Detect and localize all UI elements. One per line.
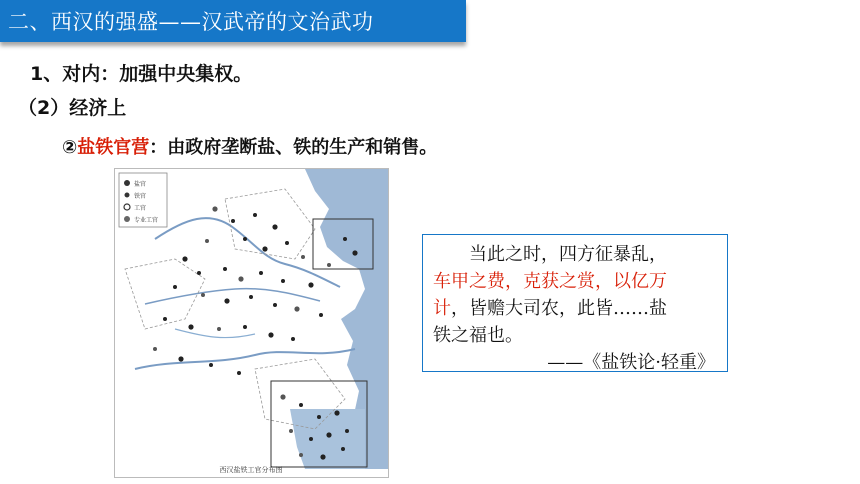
map-site-marker xyxy=(262,246,267,251)
map-site-marker xyxy=(188,324,193,329)
point-number: ② xyxy=(62,137,78,158)
heading-domestic: 1、对内：加强中央集权。 xyxy=(30,63,253,85)
map-site-marker xyxy=(272,224,277,229)
map-site-marker xyxy=(345,429,349,433)
quote-line-3 xyxy=(433,295,717,322)
map-site-marker xyxy=(205,239,209,243)
map-site-marker xyxy=(238,276,243,281)
map-site-marker xyxy=(289,429,293,433)
map-site-marker xyxy=(301,255,305,259)
map-image xyxy=(115,169,388,477)
map-site-marker xyxy=(334,410,339,415)
map-site-marker xyxy=(217,327,221,331)
map-site-marker xyxy=(201,293,205,297)
map-site-marker xyxy=(231,219,235,223)
map-site-marker xyxy=(182,256,187,261)
map-site-marker xyxy=(178,356,183,361)
map-site-marker xyxy=(280,394,285,399)
map-site-marker xyxy=(281,279,285,283)
map-site-marker xyxy=(320,454,325,459)
map-site-marker xyxy=(243,325,247,329)
quote-box xyxy=(422,234,728,372)
map-site-marker xyxy=(273,303,277,307)
map-legend-item: 铁官 xyxy=(134,193,147,200)
map-site-marker xyxy=(309,437,313,441)
point-salt-iron xyxy=(62,133,437,159)
quote-line-3-rest: ，皆赡大司农，此皆……盐 xyxy=(451,298,667,319)
map-site-marker xyxy=(317,415,321,419)
page-title: 二、西汉的强盛——汉武帝的文治武功 xyxy=(8,10,374,34)
quote-line-4: 铁之福也。 xyxy=(433,325,523,346)
point-keyword: 盐铁官营 xyxy=(77,137,150,158)
map-site-marker xyxy=(308,282,313,287)
quote-source: ——《盐铁论·轻重》 xyxy=(547,352,715,373)
map-site-marker xyxy=(223,267,227,271)
map-site-marker xyxy=(197,271,201,275)
map-site-marker xyxy=(341,447,345,451)
quote-line-1: 当此之时，四方征暴乱， xyxy=(469,244,667,265)
map-site-marker xyxy=(294,306,299,311)
point-description: ：由政府垄断盐、铁的生产和销售。 xyxy=(149,137,438,158)
salt-iron-distribution-map xyxy=(114,168,389,478)
map-site-marker xyxy=(224,298,229,303)
map-site-marker xyxy=(259,271,263,275)
map-site-marker xyxy=(326,432,331,437)
map-site-marker xyxy=(253,213,257,217)
map-site-marker xyxy=(173,285,177,289)
map-legend-item: 工官 xyxy=(134,205,147,212)
quote-line-3-red: 计 xyxy=(433,298,451,319)
title-bar xyxy=(0,0,466,42)
map-site-marker xyxy=(285,241,289,245)
map-caption: 西汉盐铁工官分布图 xyxy=(219,466,283,474)
map-site-marker xyxy=(209,363,213,367)
map-site-marker xyxy=(268,332,273,337)
map-legend-item: 专业工官 xyxy=(134,217,159,224)
map-site-marker xyxy=(153,347,157,351)
map-site-marker xyxy=(319,313,323,317)
map-site-marker xyxy=(299,453,303,457)
map-site-marker xyxy=(327,263,331,267)
map-site-marker xyxy=(343,237,347,241)
map-site-marker xyxy=(237,371,241,375)
map-site-marker xyxy=(249,295,253,299)
heading-economy: （2）经济上 xyxy=(18,97,127,119)
map-site-marker xyxy=(212,206,217,211)
map-site-marker xyxy=(299,403,303,407)
map-site-marker xyxy=(352,250,357,255)
quote-line-2: 车甲之费，克获之赏，以亿万 xyxy=(433,271,667,292)
map-legend-item: 盐官 xyxy=(134,181,147,188)
map-site-marker xyxy=(243,237,247,241)
map-site-marker xyxy=(163,317,167,321)
map-site-marker xyxy=(291,337,295,341)
